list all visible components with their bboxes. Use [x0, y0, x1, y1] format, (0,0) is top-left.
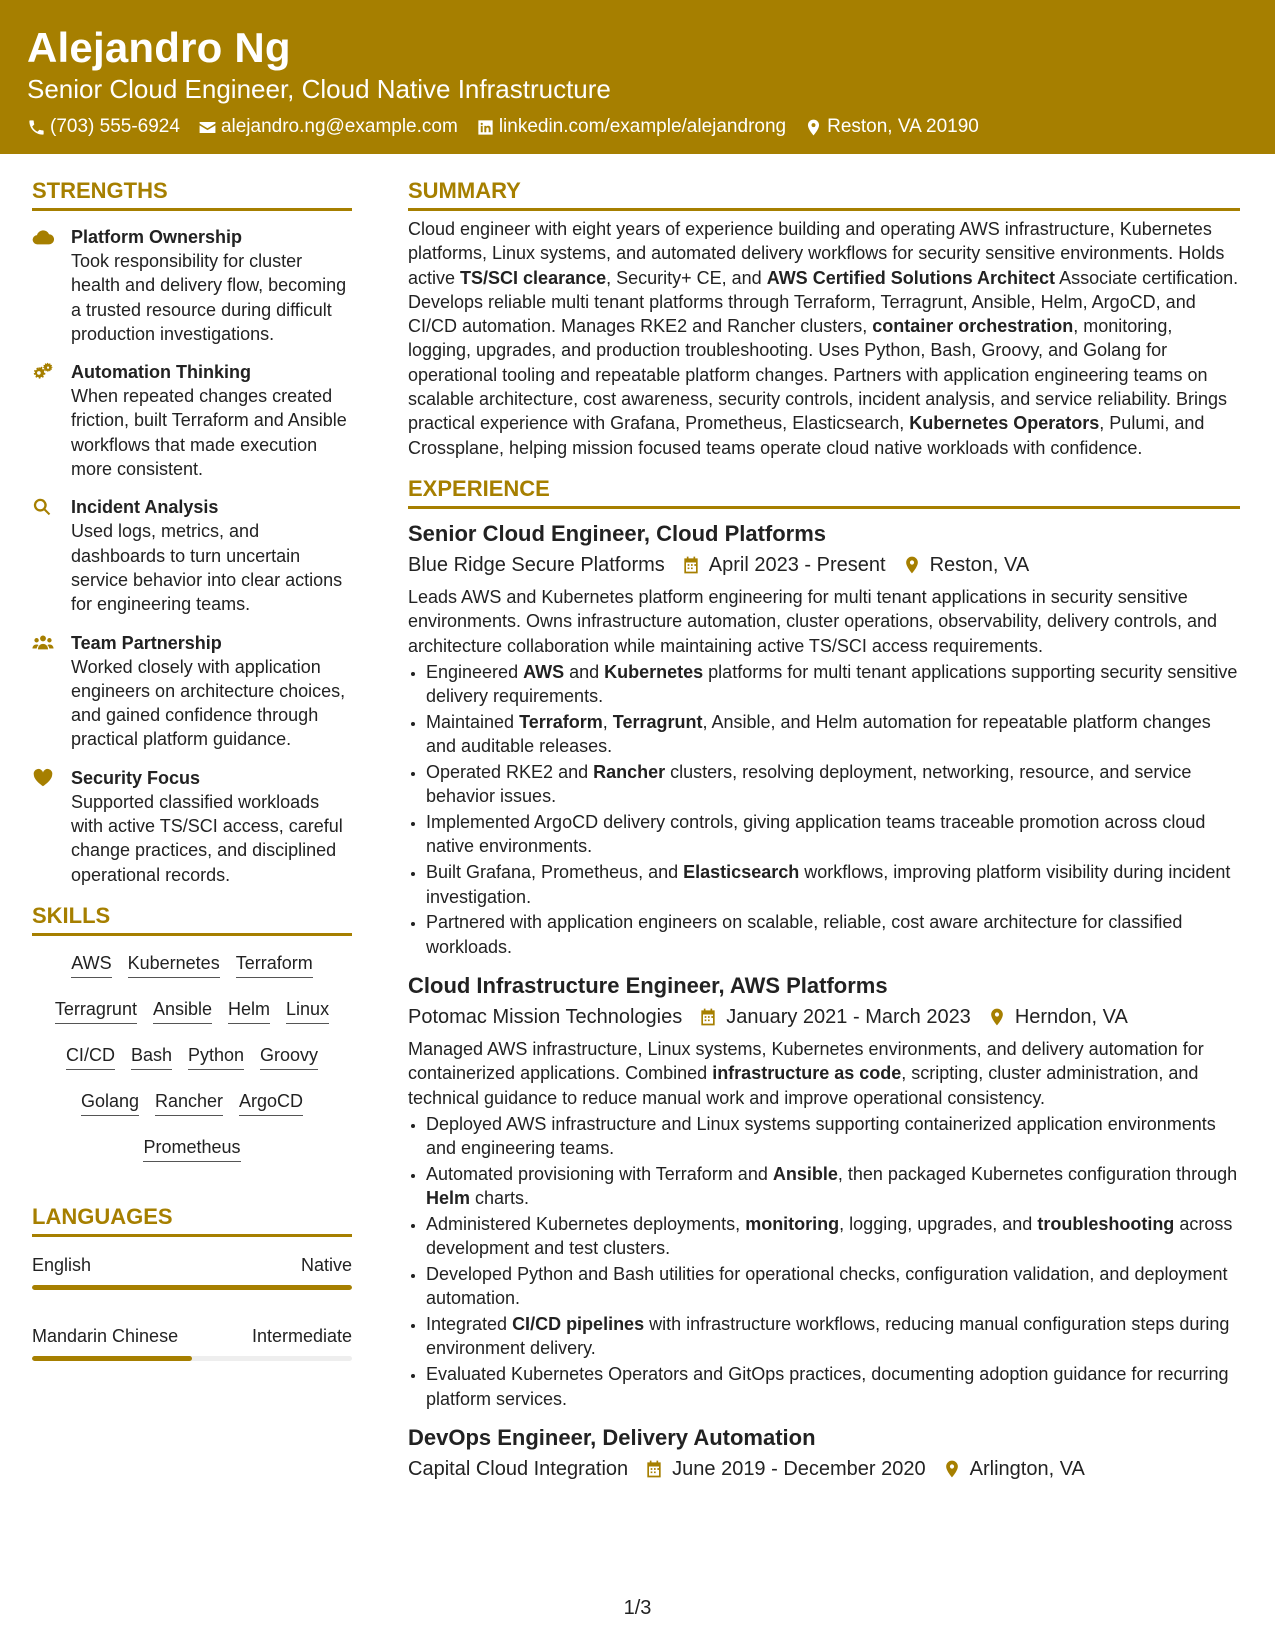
bullet-item — [426, 760, 1240, 809]
skill-tag: CI/CD — [66, 1043, 115, 1070]
text-segment: Implemented ArgoCD delivery controls, giving application teams traceable promotion across cloud native environments. — [426, 812, 1206, 857]
skill-tag: Bash — [131, 1043, 172, 1070]
bold-text: Terraform — [519, 711, 603, 732]
strength-item — [32, 631, 352, 752]
skill-tag: Ansible — [153, 997, 212, 1024]
bullet-item — [426, 860, 1240, 909]
calendar-icon — [681, 555, 701, 575]
text-segment: , Pulumi, and Crossplane, helping mission focused teams operate cloud native workloads with confidence. — [408, 413, 1205, 458]
job-title: Cloud Infrastructure Engineer, AWS Platforms — [408, 972, 888, 998]
left-column — [32, 176, 352, 1395]
job-meta — [408, 1002, 1240, 1032]
language-name: English — [32, 1254, 92, 1275]
job-title: DevOps Engineer, Delivery Automation — [408, 1424, 816, 1450]
map-pin-icon — [902, 555, 922, 575]
text-segment: charts. — [470, 1188, 530, 1209]
strength-item — [32, 225, 352, 346]
languages-heading: LANGUAGES — [32, 1202, 352, 1237]
language-item — [32, 1253, 352, 1290]
candidate-name: Alejandro Ng — [27, 24, 291, 71]
text-segment: Automated provisioning with Terraform and — [426, 1163, 773, 1184]
job-bullets — [408, 660, 1240, 959]
phone-text: (703) 555-6924 — [50, 116, 180, 137]
job-meta — [408, 1454, 1240, 1484]
resume-header — [0, 0, 1275, 154]
contact-row — [27, 115, 1248, 139]
calendar-icon — [644, 1459, 664, 1479]
heart-icon — [32, 768, 54, 788]
experience-heading: EXPERIENCE — [408, 474, 1240, 509]
strength-name: Incident Analysis — [71, 497, 219, 518]
job-meta — [408, 550, 1240, 580]
skill-tag: Prometheus — [143, 1135, 240, 1162]
job-dates-text: January 2021 - March 2023 — [726, 1005, 971, 1028]
text-segment: Associate certification. Develops reliable multi tenant platforms through Terraform, Terragrunt, Ansible, Helm, ArgoCD, and CI/CD automation. Manages RKE2 and Rancher clusters, — [408, 267, 1239, 337]
gears-icon — [32, 362, 54, 382]
strength-name: Platform Ownership — [71, 227, 243, 247]
bullet-item — [426, 1362, 1240, 1411]
skill-tag: Python — [188, 1043, 244, 1070]
bold-text: Helm — [426, 1188, 471, 1209]
text-segment: across development and test clusters. — [426, 1214, 1233, 1259]
job-dates — [681, 550, 886, 580]
bold-text: AWS Certified Solutions Architect — [766, 267, 1056, 288]
cloud-icon — [32, 227, 54, 247]
strength-desc: Used logs, metrics, and dashboards to turn uncertain service behavior into clear actions for engineering teams. — [71, 521, 343, 615]
linkedin-icon — [476, 118, 495, 137]
language-level: Intermediate — [251, 1325, 352, 1346]
phone-icon — [27, 118, 46, 137]
map-pin-icon — [987, 1007, 1007, 1027]
bold-text: Kubernetes Operators — [909, 413, 1100, 434]
strength-desc: Worked closely with application engineers on architecture choices, and gained confidence through practical platform guidance. — [71, 656, 346, 750]
language-bar — [32, 1285, 352, 1290]
text-segment: , — [602, 711, 613, 732]
language-bar — [32, 1356, 352, 1361]
skills-list — [32, 948, 352, 1178]
skill-tag: Groovy — [260, 1043, 318, 1070]
map-pin-icon — [942, 1459, 962, 1479]
text-segment: Deployed AWS infrastructure and Linux systems supporting containerized application environments and engineering teams. — [426, 1113, 1216, 1159]
skill-tag: ArgoCD — [239, 1089, 303, 1116]
skill-tag: Terraform — [236, 951, 313, 978]
text-segment: Integrated — [426, 1314, 513, 1335]
languages-list — [32, 1253, 352, 1361]
bold-text: container orchestration — [872, 316, 1074, 337]
job-dates — [698, 1002, 971, 1032]
right-column — [408, 176, 1240, 1484]
job-dates — [644, 1454, 926, 1484]
text-segment: Managed AWS infrastructure, Linux systems, Kubernetes environments, and delivery automation for containerized applications. Combined — [408, 1038, 1204, 1084]
language-bar-fill — [32, 1285, 352, 1290]
job-company: Capital Cloud Integration — [408, 1457, 629, 1480]
users-icon — [32, 633, 54, 653]
text-segment: Operated RKE2 and — [426, 762, 594, 783]
bold-text: Elasticsearch — [683, 862, 800, 883]
map-pin-icon — [804, 118, 823, 137]
text-segment: Administered Kubernetes deployments, — [426, 1214, 746, 1234]
text-segment: with infrastructure workflows, reducing manual configuration steps during environment delivery. — [426, 1314, 1230, 1359]
skill-tag: Terragrunt — [55, 997, 137, 1024]
bold-text: AWS — [523, 661, 565, 682]
language-level: Native — [300, 1254, 352, 1275]
strength-desc: Supported classified workloads with active TS/SCI access, careful change practices, and disciplined operational records. — [71, 791, 343, 885]
bullet-item — [426, 810, 1240, 859]
strength-name: Automation Thinking — [71, 362, 251, 383]
candidate-title: Senior Cloud Engineer, Cloud Native Infrastructure — [27, 74, 611, 104]
job-dates-text: April 2023 - Present — [708, 553, 886, 576]
strength-item — [32, 495, 352, 616]
bullet-item — [426, 1312, 1240, 1361]
skill-tag: Helm — [228, 997, 270, 1024]
bold-text: infrastructure as code — [712, 1063, 902, 1084]
job-location-text: Arlington, VA — [969, 1457, 1085, 1480]
strengths-list — [32, 225, 352, 887]
text-segment: , monitoring, logging, upgrades, and production troubleshooting. Uses Python, Bash, Groovy, and Golang for operational tooling and repeatable platform changes. Partners with application engineering teams on scalable architecture, cost awareness, security controls, incident analysis, and service reliability. Brings practical experience with Grafana, Prometheus, Elasticsearch, — [408, 316, 1228, 434]
email-text: alejandro.ng@example.com — [220, 116, 458, 137]
job-description: Leads AWS and Kubernetes platform engineering for multi tenant applications in security sensitive environments. Owns infrastructure automation, cluster operations, observability, delivery controls, and architecture collaboration while maintaining active TS/SCI access requirements. — [408, 586, 1218, 656]
search-icon — [32, 497, 54, 517]
skill-tag: AWS — [71, 951, 111, 978]
job-location — [987, 1002, 1128, 1032]
job-company: Blue Ridge Secure Platforms — [408, 553, 665, 576]
strength-item — [32, 766, 352, 887]
job-title: Senior Cloud Engineer, Cloud Platforms — [408, 520, 827, 546]
bullet-item — [426, 1262, 1240, 1311]
skill-tag: Kubernetes — [128, 951, 220, 978]
bullet-item — [426, 1162, 1240, 1211]
bold-text: troubleshooting — [1037, 1214, 1175, 1234]
job-location-text: Reston, VA — [929, 553, 1030, 576]
bullet-item — [426, 910, 1240, 959]
contact-location — [804, 115, 979, 139]
text-segment: platforms for multi tenant applications supporting security sensitive delivery requirements. — [426, 661, 1238, 707]
linkedin-text: linkedin.com/example/alejandrong — [498, 116, 787, 137]
summary-text — [408, 217, 1240, 460]
contact-phone[interactable] — [27, 115, 180, 139]
text-segment: Evaluated Kubernetes Operators and GitOps practices, documenting adoption guidance for recurring platform services. — [426, 1364, 1229, 1409]
strength-item — [32, 360, 352, 481]
bold-text: monitoring — [745, 1214, 840, 1234]
page-number: 1/3 — [623, 1597, 652, 1619]
text-segment: , then packaged Kubernetes configuration through — [837, 1163, 1238, 1184]
language-name: Mandarin Chinese — [32, 1325, 179, 1346]
language-bar-fill — [32, 1356, 192, 1361]
calendar-icon — [698, 1007, 718, 1027]
text-segment: , logging, upgrades, and — [839, 1214, 1038, 1234]
job-dates-text: June 2019 - December 2020 — [672, 1457, 926, 1480]
bold-text: Kubernetes — [604, 661, 704, 682]
text-segment: , Security+ CE, and — [606, 267, 767, 288]
text-segment: Built Grafana, Prometheus, and — [426, 862, 684, 883]
bullet-item — [426, 1212, 1240, 1261]
text-segment: , scripting, cluster administration, and technical guidance to reduce manual work and improve operational consistency. — [408, 1063, 1199, 1108]
strength-name: Team Partnership — [71, 632, 222, 653]
skill-tag: Linux — [286, 997, 329, 1024]
text-segment: Engineered — [426, 661, 524, 682]
job-location — [942, 1454, 1085, 1484]
text-segment: clusters, resolving deployment, networking, resource, and service behavior issues. — [426, 762, 1192, 807]
text-segment: Cloud engineer with eight years of experience building and operating AWS infrastructure, Kubernetes platforms, Linux systems, and automated delivery workflows for security sensitive environments. Holds active — [408, 219, 1225, 288]
job-location-text: Herndon, VA — [1014, 1005, 1128, 1028]
skill-tag: Golang — [81, 1089, 139, 1116]
text-segment: and — [564, 661, 605, 682]
job-location — [902, 550, 1030, 580]
contact-email[interactable] — [198, 115, 458, 139]
bold-text: Terragrunt — [612, 711, 703, 732]
bullet-item — [426, 710, 1240, 759]
bold-text: TS/SCI clearance — [460, 267, 607, 288]
skill-tag: Rancher — [155, 1089, 223, 1116]
strength-desc: When repeated changes created friction, built Terraform and Ansible workflows that made execution more consistent. — [71, 386, 347, 480]
bold-text: Ansible — [772, 1163, 838, 1184]
summary-heading: SUMMARY — [408, 176, 1240, 211]
job-entry — [408, 519, 1240, 959]
language-item — [32, 1324, 352, 1361]
job-bullets — [408, 1112, 1240, 1411]
bold-text: CI/CD pipelines — [512, 1314, 645, 1335]
strength-name: Security Focus — [71, 767, 201, 788]
strength-desc: Took responsibility for cluster health and delivery flow, becoming a trusted resource during difficult production investigations. — [71, 251, 347, 344]
bullet-item — [426, 660, 1240, 709]
job-description — [408, 1037, 1240, 1110]
envelope-icon — [198, 118, 217, 137]
contact-linkedin[interactable] — [476, 115, 786, 139]
strengths-heading: STRENGTHS — [32, 176, 352, 211]
bold-text: Rancher — [593, 762, 666, 783]
job-company: Potomac Mission Technologies — [408, 1005, 683, 1028]
text-segment: Developed Python and Bash utilities for operational checks, configuration validation, and deployment automation. — [426, 1264, 1228, 1309]
skills-heading: SKILLS — [32, 901, 352, 936]
job-entry — [408, 971, 1240, 1411]
text-segment: Partnered with application engineers on scalable, reliable, cost aware architecture for classified workloads. — [426, 912, 1183, 957]
bullet-item — [426, 1112, 1240, 1161]
text-segment: , Ansible, and Helm automation for repeatable platform changes and auditable releases. — [426, 711, 1211, 757]
job-entry — [408, 1423, 1240, 1484]
text-segment: workflows, improving platform visibility during incident investigation. — [426, 862, 1231, 907]
text-segment: Maintained — [426, 711, 520, 732]
location-text: Reston, VA 20190 — [827, 116, 979, 137]
